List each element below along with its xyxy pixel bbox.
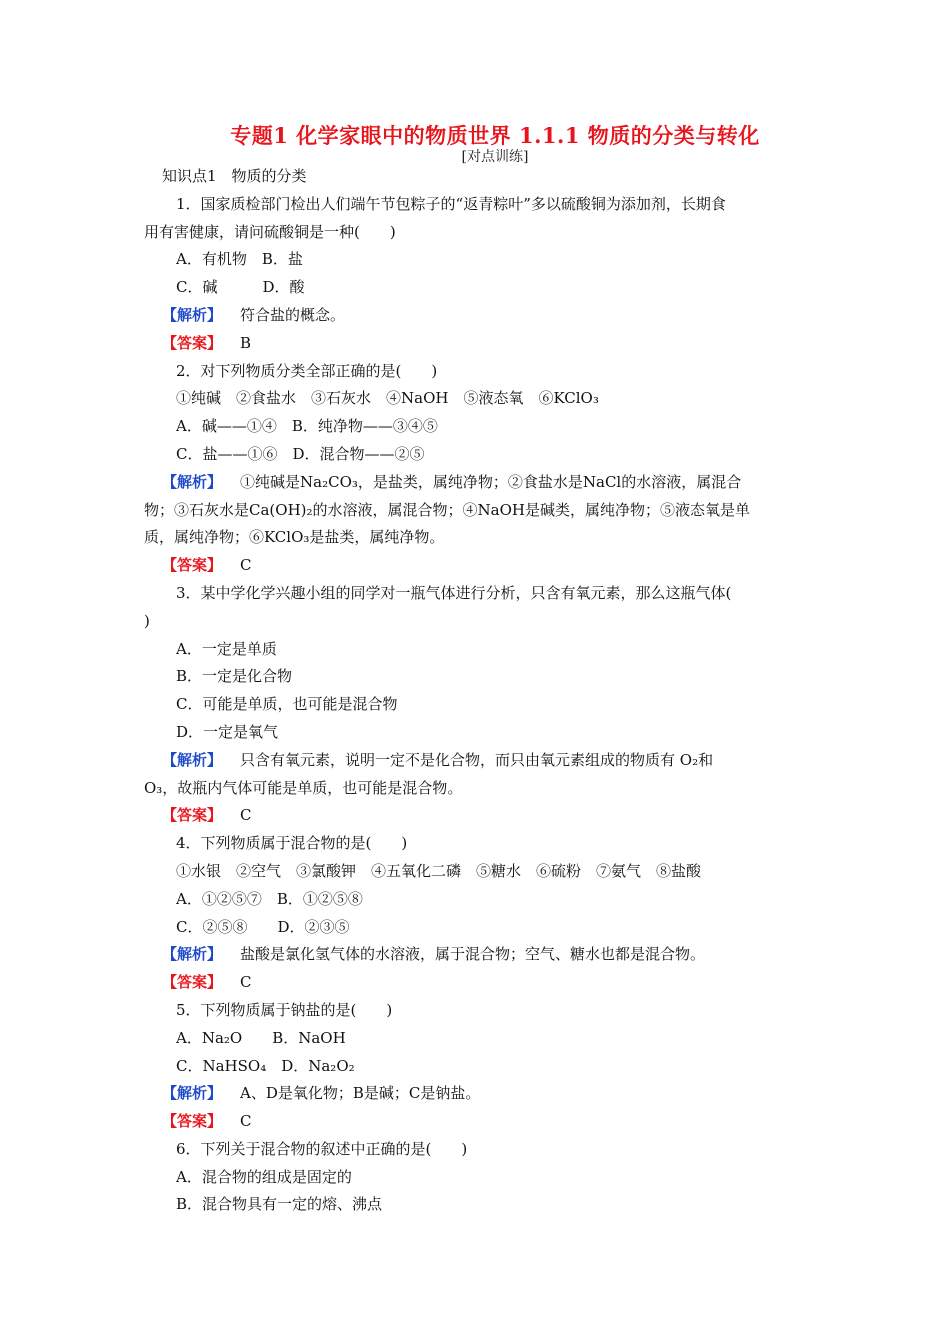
analysis-label: 【解析】 — [162, 472, 223, 491]
analysis-label: 【解析】 — [162, 945, 223, 964]
question-2-options-cd: C．盐——①⑥ D．混合物——②⑤ — [176, 444, 425, 463]
analysis-text: A、D是氧化物；B是碱；C是钠盐。 — [240, 1084, 481, 1103]
analysis-text: 盐酸是氯化氢气体的水溶液，属于混合物；空气、糖水也都是混合物。 — [240, 945, 706, 964]
question-4-answer — [144, 969, 812, 997]
answer-label: 【答案】 — [162, 973, 223, 992]
analysis-text: ①纯碱是Na₂CO₃，是盐类，属纯净物；②食盐水是NaCl的水溶液，属混合 — [240, 472, 742, 491]
question-3-analysis — [144, 747, 812, 775]
question-4-options-ab: A．①②⑤⑦ B．①②⑤⑧ — [176, 889, 363, 908]
answer-label: 【答案】 — [162, 556, 223, 575]
question-3-stem-cont: ) — [144, 611, 150, 630]
question-2-analysis-cont: 质，属纯净物；⑥KClO₃是盐类，属纯净物。 — [144, 528, 445, 547]
question-3-analysis-cont: O₃，故瓶内气体可能是单质，也可能是混合物。 — [144, 778, 463, 797]
question-1-options-cd: C．碱 D．酸 — [176, 278, 305, 297]
question-3-option-b: B．一定是化合物 — [176, 667, 293, 686]
answer-label: 【答案】 — [162, 333, 223, 352]
analysis-text: 只含有氧元素，说明一定不是化合物，而只由氧元素组成的物质有 O₂和 — [240, 750, 714, 769]
question-4-analysis — [144, 941, 812, 969]
question-2-options-ab: A．碱——①④ B．纯净物——③④⑤ — [176, 417, 438, 436]
analysis-label: 【解析】 — [162, 1084, 223, 1103]
question-6-stem: 6．下列关于混合物的叙述中正确的是( ) — [176, 1139, 468, 1158]
question-3-option-d: D．一定是氧气 — [176, 722, 279, 741]
analysis-label: 【解析】 — [162, 305, 223, 324]
answer-text: B — [240, 333, 252, 352]
question-1-options-ab: A．有机物 B．盐 — [176, 250, 303, 269]
question-2-analysis — [144, 469, 812, 497]
question-2-items: ①纯碱 ②食盐水 ③石灰水 ④NaOH ⑤液态氧 ⑥KClO₃ — [176, 389, 599, 408]
question-4-options-cd: C．②⑤⑧ D．②③⑤ — [176, 917, 350, 936]
answer-text: C — [240, 806, 252, 825]
question-4-items: ①水银 ②空气 ③氯酸钾 ④五氧化二磷 ⑤糖水 ⑥硫粉 ⑦氨气 ⑧盐酸 — [176, 861, 702, 880]
answer-text: C — [240, 1112, 252, 1131]
analysis-text: 符合盐的概念。 — [240, 305, 346, 324]
question-5-stem: 5．下列物质属于钠盐的是( ) — [176, 1000, 393, 1019]
question-5-analysis — [144, 1080, 812, 1108]
question-5-options-ab: A．Na₂O B．NaOH — [176, 1028, 346, 1047]
question-3-option-a: A．一定是单质 — [176, 639, 277, 658]
question-1-analysis — [144, 302, 812, 330]
answer-text: C — [240, 973, 252, 992]
section-heading: 知识点1 物质的分类 — [162, 167, 307, 185]
page-subtitle: [对点训练] — [461, 149, 529, 165]
page-title: 专题1 化学家眼中的物质世界 1.1.1 物质的分类与转化 — [230, 123, 760, 148]
document-body — [144, 163, 812, 1219]
answer-label: 【答案】 — [162, 1112, 223, 1131]
analysis-label: 【解析】 — [162, 750, 223, 769]
question-5-options-cd: C．NaHSO₄ D．Na₂O₂ — [176, 1056, 355, 1075]
question-2-answer — [144, 552, 812, 580]
answer-label: 【答案】 — [162, 806, 223, 825]
question-2-analysis-cont: 物；③石灰水是Ca(OH)₂的水溶液，属混合物；④NaOH是碱类，属纯净物；⑤液态氧是单 — [144, 500, 750, 519]
question-1-stem-cont: 用有害健康，请问硫酸铜是一种( ) — [144, 222, 396, 241]
question-6-option-b: B．混合物具有一定的熔、沸点 — [176, 1195, 383, 1214]
question-3-option-c: C．可能是单质，也可能是混合物 — [176, 695, 398, 714]
answer-text: C — [240, 556, 252, 575]
question-3-stem: 3．某中学化学兴趣小组的同学对一瓶气体进行分析，只含有氧元素，那么这瓶气体( — [176, 583, 732, 602]
question-6-option-a: A．混合物的组成是固定的 — [176, 1167, 352, 1186]
question-1-answer — [144, 330, 812, 358]
question-5-answer — [144, 1108, 812, 1136]
question-4-stem: 4．下列物质属于混合物的是( ) — [176, 834, 408, 853]
question-2-stem: 2．对下列物质分类全部正确的是( ) — [176, 361, 438, 380]
question-3-answer — [144, 802, 812, 830]
question-1-stem: 1．国家质检部门检出人们端午节包粽子的“返青粽叶”多以硫酸铜为添加剂，长期食 — [176, 194, 726, 213]
